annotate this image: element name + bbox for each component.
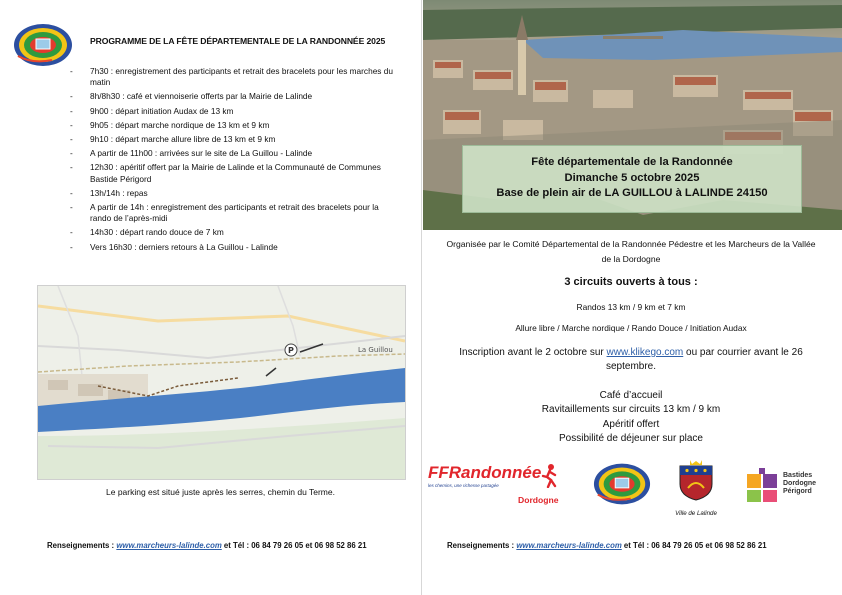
program-title: PROGRAMME DE LA FÊTE DÉPARTEMENTALE DE LA RANDONNÉE 2025: [90, 36, 386, 46]
ffr-tagline: les chemins, une richesse partagée: [428, 483, 499, 488]
ffr-dordogne: Dordogne: [518, 495, 559, 505]
schedule-item: - Vers 16h30 : derniers retours à La Guillou - Lalinde: [70, 241, 278, 252]
schedule-item: - A partir de 14h : enregistrement des participants et retrait des bracelets pour la rando de l’après-midi: [70, 202, 379, 224]
bastides-line-3: Périgord: [783, 488, 812, 496]
website-link-left[interactable]: www.marcheurs-lalinde.com: [116, 541, 222, 550]
schedule-item: - 9h05 : départ marche nordique de 13 km et 9 km: [70, 119, 270, 130]
ffrandonnee-logo: [428, 464, 568, 508]
ffr-logo-text: FFRandonnée: [428, 463, 542, 482]
location-map: [37, 285, 406, 480]
bastides-line-2: Dordogne: [783, 480, 817, 488]
bastides-line-1: Bastides: [783, 472, 813, 479]
schedule-list: [70, 66, 400, 256]
event-location: Base de plein air de LA GUILLOU à LALINDE 24150: [496, 187, 768, 199]
schedule-item: - 12h30 : apéritif offert par la Mairie de Lalinde et la Communauté de Communes Bastide Périgord: [70, 162, 381, 184]
lalinde-crest-logo: [672, 458, 720, 524]
schedule-item: - 14h30 : départ rando douce de 7 km: [70, 227, 224, 238]
svg-text:P: P: [288, 346, 294, 355]
schedule-item: - 13h/14h : repas: [70, 187, 148, 198]
service-item: Café d’accueil: [599, 390, 663, 401]
service-item: Possibilité de déjeuner sur place: [559, 433, 703, 445]
bastides-logo: [745, 466, 827, 508]
service-item: Apéritif offert: [602, 418, 660, 430]
registration-text: Inscription avant le 2 octobre sur www.klikego.com ou par courrier avant le 26 septembre.: [459, 347, 803, 372]
schedule-item: - 8h/8h30 : café et viennoiserie offerts par la Mairie de Lalinde: [70, 91, 313, 102]
schedule-item: - 9h00 : départ initiation Audax de 13 km: [70, 105, 234, 116]
service-item: Ravitaillements sur circuits 13 km / 9 km: [541, 404, 721, 416]
schedule-item: - 9h10 : départ marche allure libre de 13 km et 9 km: [70, 134, 276, 145]
map-caption: Le parking est situé juste après les serres, chemin du Terme.: [106, 487, 335, 497]
schedule-item: - A partir de 11h00 : arrivées sur le site de La Guillou - Lalinde: [70, 148, 313, 159]
event-date: Dimanche 5 octobre 2025: [564, 171, 700, 184]
footer-right: Renseignements : www.marcheurs-lalinde.com et Tél : 06 84 79 26 05 et 06 98 52 86 21: [447, 541, 767, 550]
lalinde-label: Ville de Lalinde: [675, 510, 717, 517]
footer-left: Renseignements : www.marcheurs-lalinde.com et Tél : 06 84 79 26 05 et 06 98 52 86 21: [47, 541, 367, 550]
schedule-item: - 7h30 : enregistrement des participants et retrait des bracelets pour les marches du matin: [70, 66, 393, 88]
circuits-title: 3 circuits ouverts à tous :: [564, 276, 698, 288]
circuit-types: Allure libre / Marche nordique / Rando Douce / Initiation Audax: [515, 323, 747, 333]
page-divider: [421, 0, 422, 595]
website-link-right[interactable]: www.marcheurs-lalinde.com: [516, 541, 622, 550]
event-banner: [462, 145, 802, 213]
klikego-link[interactable]: www.klikego.com: [606, 347, 684, 358]
hiker-icon: [540, 464, 560, 493]
event-title: Fête départementale de la Randonnée: [531, 156, 733, 168]
map-label-la-guillou: La Guillou: [358, 346, 393, 354]
club-logo: [12, 22, 74, 68]
club-logo-right: [592, 461, 652, 507]
services-list: [446, 389, 816, 447]
circuit-distances: Randos 13 km / 9 km et 7 km: [576, 302, 686, 312]
organizer-text: Organisée par le Comité Départemental de la Randonnée Pédestre et les Marcheurs de la Vallée de la Dordogne: [446, 239, 816, 264]
